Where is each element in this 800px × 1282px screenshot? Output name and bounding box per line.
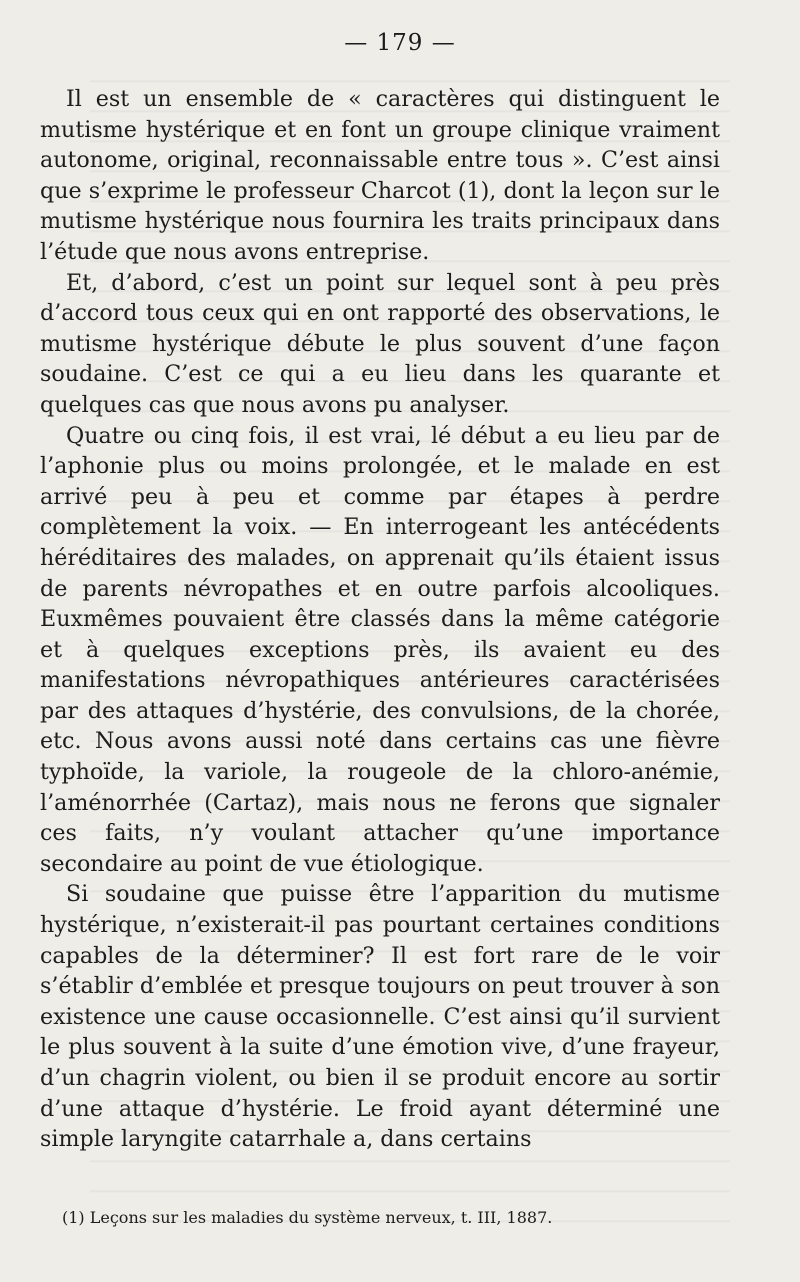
paragraph-3: Quatre ou cinq fois, il est vrai, lé début a eu lieu par de l’aphonie plus ou moins prolongée, et le malade en est arrivé peu à peu et comme par étapes à perdre complètement la voix. — En interrogeant les antécédents héréditaires des malades, on apprenait qu’ils étaient issus de parents névropathes et en outre parfois alcooliques. Euxmêmes pouvaient être classés dans la même catégorie et à quelques exceptions près, ils avaient eu des manifestations névropathiques antérieures caractérisées par des attaques d’hystérie, des convulsions, de la chorée, etc. Nous avons aussi noté dans certains cas une fièvre typhoïde, la variole, la rougeole de la chloro-anémie, l’aménorrhée (Cartaz), mais nous ne ferons que signaler ces faits, n’y voulant attacher qu’une importance secondaire au point de vue étiologique. bbox=[40, 422, 720, 877]
page-number: — 179 — bbox=[344, 30, 456, 56]
paragraph-4: Si soudaine que puisse être l’apparition du mutisme hystérique, n’existerait-il pas pourtant certaines conditions capables de la déterminer? Il est fort rare de le voir s’établir d’emblée et presque toujours on peut trouver à son existence une cause occasionnelle. C’est ainsi qu’il survient le plus souvent à la suite d’une émotion vive, d’une frayeur, d’un chagrin violent, ou bien il se produit encore au sortir d’une attaque d’hystérie. Le froid ayant déterminé une simple laryngite catarrhale a, dans certains bbox=[40, 881, 720, 1153]
paragraph-2: Et, d’abord, c’est un point sur lequel sont à peu près d’accord tous ceux qui en ont rapporté des observations, le mutisme hystérique débute le plus souvent d’une façon soudaine. C’est ce qui a eu lieu dans les quarante et quelques cas que nous avons pu analyser. bbox=[40, 269, 720, 418]
body-text bbox=[40, 84, 720, 1155]
footnote: (1) Leçons sur les maladies du système nerveux, t. III, 1887. bbox=[62, 1208, 553, 1227]
paragraph-1: Il est un ensemble de « caractères qui distinguent le mutisme hystérique et en font un groupe clinique vraiment autonome, original, reconnaissable entre tous ». C’est ainsi que s’exprime le professeur Charcot (1), dont la leçon sur le mutisme hystérique nous fournira les traits principaux dans l’étude que nous avons entreprise. bbox=[40, 86, 720, 265]
